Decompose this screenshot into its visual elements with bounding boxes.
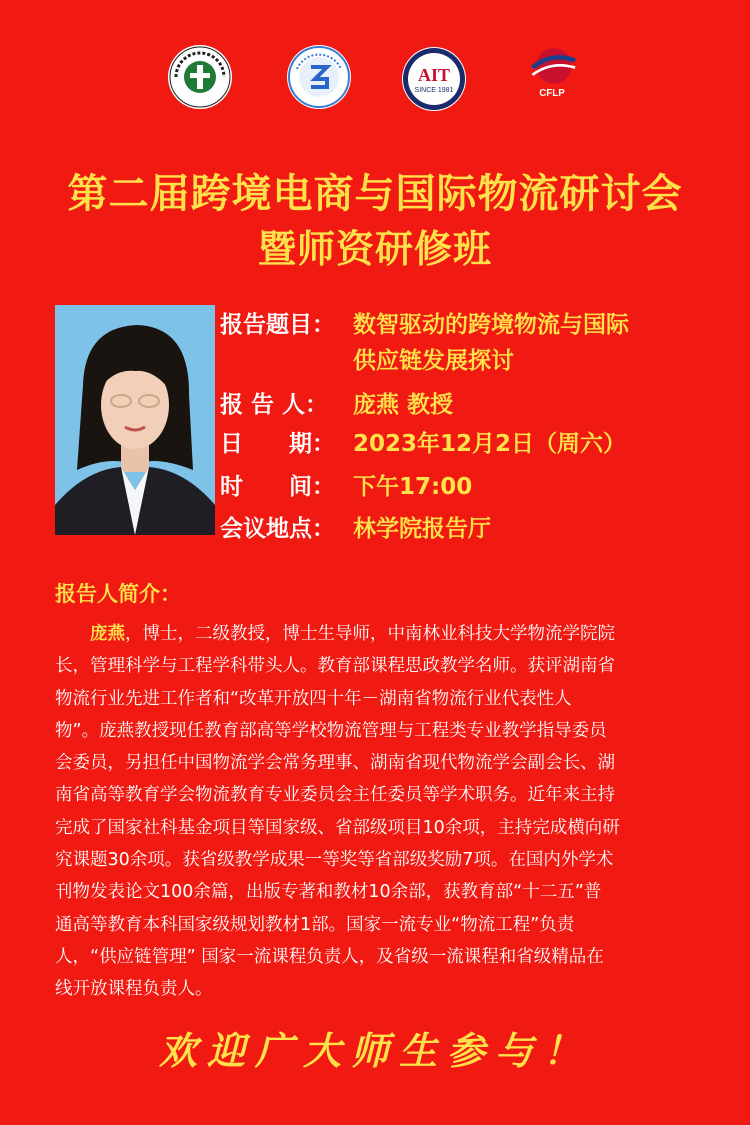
bio-line: 会委员，另担任中国物流学会常务理事、湖南省现代物流学会副会长、湖 [55, 753, 615, 774]
svg-text:SINCE 1981: SINCE 1981 [414, 87, 454, 94]
bio-line: 长，管理科学与工程学科带头人。教育部课程思政教学名师。获评湖南省 [55, 656, 615, 677]
time-label: 时 间： [220, 474, 335, 500]
venue-value: 林学院报告厅 [353, 516, 491, 542]
bio-line: 通高等教育本科国家级规划教材1部。国家一流专业“物流工程”负责 [55, 914, 575, 935]
bio-line: 物”。庞燕教授现任教育部高等学校物流管理与工程类专业教学指导委员 [55, 720, 607, 741]
bio-line [55, 618, 700, 650]
bio-line: 南省高等教育学会物流教育专业委员会主任委员等学术职务。近年来主持 [55, 785, 615, 806]
logo-strip [0, 45, 750, 115]
ait-logo [402, 47, 466, 111]
topic-line2: 供应链发展探讨 [353, 348, 514, 374]
svg-text:AIT: AIT [417, 65, 451, 85]
bio-name: 庞燕 [90, 624, 125, 644]
event-title-line1: 第二届跨境电商与国际物流研讨会 [67, 170, 683, 217]
bio-line: 线开放课程负责人。 [55, 979, 213, 1000]
speaker-label: 报 告 人： [220, 392, 329, 418]
society-badge-logo [287, 45, 351, 109]
cflp-logo [520, 41, 580, 113]
time-value: 下午17:00 [353, 474, 473, 500]
bio-line: 完成了国家社科基金项目等国家级、省部级项目10余项，主持完成横向研 [55, 817, 620, 838]
topic-line1: 数智驱动的跨境物流与国际 [353, 312, 629, 338]
bio-line: 人，“供应链管理” 国家一流课程负责人，及省级一流课程和省级精品在 [55, 946, 604, 967]
topic-label: 报告题目： [220, 312, 335, 338]
venue-label: 会议地点： [220, 516, 335, 542]
welcome-slogan: 欢迎广大师生参与！ [158, 1028, 591, 1073]
svg-text:CFLP: CFLP [539, 88, 565, 100]
event-title-line2: 暨师资研修班 [257, 226, 492, 271]
bio-heading: 报告人简介： [55, 582, 181, 606]
speaker-photo [55, 305, 215, 535]
bio-text [55, 618, 700, 1006]
bio-line: 究课题30余项。获省级教学成果一等奖等省部级奖励7项。在国内外学术 [55, 850, 614, 871]
date-label: 日 期： [220, 431, 335, 457]
bio-line1-rest: ，博士，二级教授，博士生导师，中南林业科技大学物流学院院 [125, 624, 615, 644]
speaker-value: 庞燕 教授 [353, 392, 454, 418]
bio-line: 物流行业先进工作者和“改革开放四十年－湖南省物流行业代表性人 [55, 688, 572, 709]
university-seal-logo [168, 45, 232, 109]
bio-line: 刊物发表论文100余篇，出版专著和教材10余部，获教育部“十二五”普 [55, 882, 602, 903]
date-value: 2023年12月2日（周六） [353, 431, 627, 457]
